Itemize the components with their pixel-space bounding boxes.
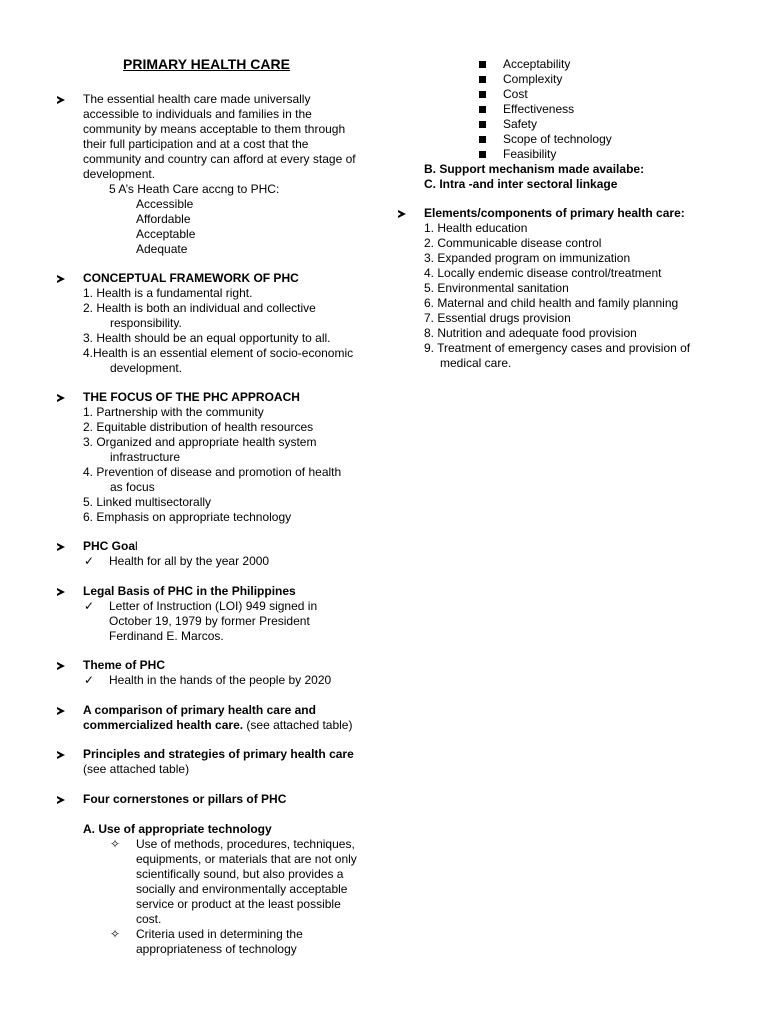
bullet-arrow-icon xyxy=(398,210,406,218)
list-item: medical care. xyxy=(440,356,512,370)
square-bullet-icon xyxy=(479,136,486,143)
list-item: Acceptability xyxy=(503,57,571,71)
list-item: Health for all by the year 2000 xyxy=(109,554,270,568)
square-bullet-icon xyxy=(479,76,486,83)
diamond-bullet-icon: ✧ xyxy=(110,837,121,851)
list-item: Accessible xyxy=(136,197,194,211)
list-item: Adequate xyxy=(136,242,188,256)
principles-note: (see attached table) xyxy=(83,762,190,776)
list-item: 8. Nutrition and adequate food provision xyxy=(424,326,637,340)
page-title: PRIMARY HEALTH CARE xyxy=(123,56,290,72)
elements-list xyxy=(424,221,690,371)
list-item: Complexity xyxy=(503,72,563,86)
conceptual-list xyxy=(83,286,353,376)
goal-heading-bold: PHC Goa xyxy=(83,539,136,553)
comparison-note: (see attached table) xyxy=(243,718,353,732)
list-item: 6. Emphasis on appropriate technology xyxy=(83,510,292,524)
list-item: responsibility. xyxy=(110,316,182,330)
cornerstone-item xyxy=(136,837,357,927)
list-item: scientifically sound, but also provides a xyxy=(136,867,344,881)
bullet-arrow-icon xyxy=(57,588,65,596)
list-item: Affordable xyxy=(136,212,191,226)
section-heading xyxy=(83,539,138,554)
bullet-arrow-icon xyxy=(57,275,65,283)
bullet-arrow-icon xyxy=(57,751,65,759)
section-heading: Elements/components of primary health care: xyxy=(424,206,685,220)
list-item: 2. Health is both an individual and collective xyxy=(83,301,316,315)
list-item: equipments, or materials that are not only xyxy=(136,852,357,866)
bullet-arrow-icon xyxy=(57,662,65,670)
subheading-a: A. Use of appropriate technology xyxy=(83,822,272,836)
list-item: development. xyxy=(110,361,183,375)
comparison-line xyxy=(83,718,352,733)
subheading-b: B. Support mechanism made availabe: xyxy=(424,162,645,176)
list-item: Safety xyxy=(503,117,538,131)
list-item: 6. Maternal and child health and family planning xyxy=(424,296,679,310)
diamond-bullet-icon: ✧ xyxy=(110,927,121,941)
list-item: 1. Health is a fundamental right. xyxy=(83,286,253,300)
intro-line: accessible to individuals and families in the xyxy=(83,107,312,121)
subheading-c: C. Intra -and inter sectoral linkage xyxy=(424,177,618,191)
square-bullet-icon xyxy=(479,61,486,68)
square-bullet-icon xyxy=(479,91,486,98)
bullet-arrow-icon xyxy=(57,96,65,104)
list-item: Letter of Instruction (LOI) 949 signed in xyxy=(109,599,318,613)
cornerstone-item xyxy=(136,927,303,957)
list-item: 1. Health education xyxy=(424,221,528,235)
square-bullet-icon xyxy=(479,121,486,128)
list-item: as focus xyxy=(110,480,155,494)
list-item: 5. Linked multisectorally xyxy=(83,495,212,509)
five-as-list xyxy=(136,197,195,257)
list-item: socially and environmentally acceptable xyxy=(136,882,348,896)
comparison-bold: commercialized health care. xyxy=(83,718,244,732)
square-bullet-icon xyxy=(479,106,486,113)
intro-line: community by means acceptable to them through xyxy=(83,122,346,136)
list-item: 2. Communicable disease control xyxy=(424,236,602,250)
intro-line: The essential health care made universally xyxy=(83,92,311,106)
list-item: 7. Essential drugs provision xyxy=(424,311,571,325)
list-item: 3. Organized and appropriate health system xyxy=(83,435,317,449)
bullet-arrow-icon xyxy=(57,394,65,402)
bullet-arrow-icon xyxy=(57,796,65,804)
intro-line: development. xyxy=(83,167,156,181)
goal-heading-rest: l xyxy=(135,539,138,553)
checkmark-icon: ✓ xyxy=(84,554,95,568)
legal-text xyxy=(109,599,317,644)
list-item: 3. Expanded program on immunization xyxy=(424,251,631,265)
list-item: 5. Environmental sanitation xyxy=(424,281,569,295)
list-item: cost. xyxy=(136,912,162,926)
section-heading: Legal Basis of PHC in the Philippines xyxy=(83,584,296,598)
comparison-text xyxy=(83,703,352,733)
list-item: service or product at the least possible xyxy=(136,897,341,911)
list-item: 9. Treatment of emergency cases and provision of xyxy=(424,341,691,355)
list-item: 4.Health is an essential element of socio-economic xyxy=(83,346,354,360)
list-item: Effectiveness xyxy=(503,102,575,116)
section-heading: Four cornerstones or pillars of PHC xyxy=(83,792,287,806)
checkmark-icon: ✓ xyxy=(84,673,95,687)
list-item: Use of methods, procedures, techniques, xyxy=(136,837,355,851)
list-item: Scope of technology xyxy=(503,132,612,146)
checkmark-icon: ✓ xyxy=(84,599,95,613)
square-bullet-icon xyxy=(479,151,486,158)
section-heading: THE FOCUS OF THE PHC APPROACH xyxy=(83,390,300,404)
intro-line: their full participation and at a cost that the xyxy=(83,137,309,151)
intro-paragraph xyxy=(83,92,356,182)
bullet-arrow-icon xyxy=(57,543,65,551)
list-item: Criteria used in determining the xyxy=(136,927,303,941)
principles-text xyxy=(83,747,354,777)
list-item: 4. Locally endemic disease control/treatment xyxy=(424,266,662,280)
list-item: 2. Equitable distribution of health resources xyxy=(83,420,314,434)
section-heading: Theme of PHC xyxy=(83,658,166,672)
bullet-arrow-icon xyxy=(57,707,65,715)
five-as-heading: 5 A’s Heath Care accng to PHC: xyxy=(109,182,280,196)
list-item: infrastructure xyxy=(110,450,181,464)
list-item: 1. Partnership with the community xyxy=(83,405,264,419)
list-item: 3. Health should be an equal opportunity to all. xyxy=(83,331,331,345)
list-item: Feasibility xyxy=(503,147,557,161)
list-item: Ferdinand E. Marcos. xyxy=(109,629,224,643)
list-item: Cost xyxy=(503,87,528,101)
section-heading: Principles and strategies of primary health care xyxy=(83,747,354,761)
list-item: October 19, 1979 by former President xyxy=(109,614,310,628)
list-item: Acceptable xyxy=(136,227,196,241)
list-item: appropriateness of technology xyxy=(136,942,297,956)
intro-line: community and country can afford at every stage of xyxy=(83,152,356,166)
focus-list xyxy=(83,405,341,525)
section-heading: CONCEPTUAL FRAMEWORK OF PHC xyxy=(83,271,299,285)
list-item: 4. Prevention of disease and promotion of health xyxy=(83,465,342,479)
comparison-line: A comparison of primary health care and xyxy=(83,703,316,717)
list-item: Health in the hands of the people by 2020 xyxy=(109,673,332,687)
